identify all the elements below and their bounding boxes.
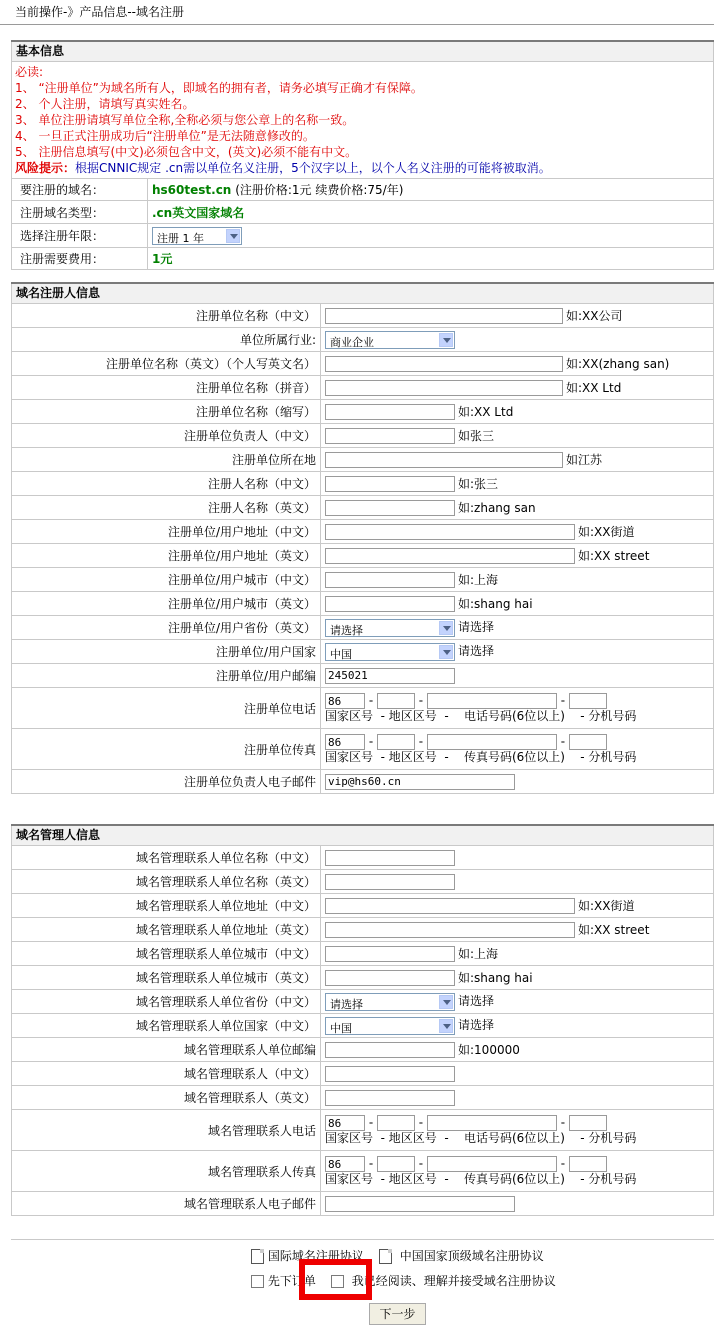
- field-input[interactable]: [325, 404, 455, 420]
- field-input[interactable]: [325, 452, 563, 468]
- area-code-input[interactable]: [377, 693, 415, 709]
- phone-format-hint: 国家区号 - 地区区号 - 电话号码(6位以上) - 分机号码: [325, 709, 637, 723]
- document-icon: [379, 1249, 392, 1264]
- field-label: 域名管理联系人电话: [12, 1110, 321, 1151]
- field-input[interactable]: [325, 1066, 455, 1082]
- field-hint: 如:shang hai: [458, 596, 533, 611]
- field-input[interactable]: [325, 1090, 455, 1106]
- field-hint: 请选择: [458, 1018, 495, 1033]
- document-icon: [251, 1249, 264, 1264]
- phone-format-hint: 国家区号 - 地区区号 - 传真号码(6位以上) - 分机号码: [325, 1172, 637, 1186]
- notice-line: 2、 个人注册，请填写真实姓名。: [15, 97, 195, 111]
- field-label: 域名管理联系人单位城市（中文）: [12, 942, 321, 966]
- pre-order-checkbox[interactable]: [251, 1275, 264, 1288]
- years-select[interactable]: 注册 1 年: [152, 227, 242, 245]
- form-row: [12, 328, 714, 352]
- chevron-down-icon: [439, 995, 453, 1009]
- pre-order-label: 先下订单: [267, 1274, 316, 1288]
- basic-info-header: 基本信息: [12, 41, 714, 62]
- notice-line: 4、 一旦正式注册成功后“注册单位”是无法随意修改的。: [15, 129, 315, 143]
- registrant-header: 域名注册人信息: [12, 283, 714, 304]
- domain-value: hs60test.cn: [152, 183, 232, 197]
- field-input[interactable]: [325, 428, 455, 444]
- form-row: [12, 568, 714, 592]
- field-hint: 请选择: [458, 994, 495, 1009]
- type-value: .cn英文国家域名: [152, 205, 245, 220]
- form-row: [12, 592, 714, 616]
- field-input[interactable]: [325, 922, 575, 938]
- breadcrumb: 当前操作-》产品信息--域名注册: [15, 5, 184, 19]
- notice-line: 必读:: [15, 65, 44, 79]
- extension-input[interactable]: [569, 1156, 607, 1172]
- phone-format-hint: 国家区号 - 地区区号 - 传真号码(6位以上) - 分机号码: [325, 750, 637, 764]
- field-input[interactable]: [325, 524, 575, 540]
- form-row: [12, 640, 714, 664]
- field-label: 注册单位名称（拼音）: [12, 376, 321, 400]
- form-row: [12, 942, 714, 966]
- form-row: [12, 472, 714, 496]
- domain-label: 要注册的域名：: [12, 179, 148, 201]
- field-input[interactable]: [325, 898, 575, 914]
- chevron-down-icon: [439, 1019, 453, 1033]
- form-row: [12, 424, 714, 448]
- field-label: 域名管理联系人电子邮件: [12, 1192, 321, 1216]
- field-label: 域名管理联系人单位名称（英文）: [12, 870, 321, 894]
- form-row: 域名管理联系人传真 86 - - - 国家区号 - 地区区号 - 传真号码(6位以上) - 分机号码: [12, 1151, 714, 1192]
- field-hint: 如:XX street: [578, 922, 650, 937]
- field-input[interactable]: [325, 356, 563, 372]
- form-row: [12, 1014, 714, 1038]
- field-label: 注册单位名称（缩写）: [12, 400, 321, 424]
- field-label: 注册单位传真: [12, 729, 321, 770]
- form-row: [12, 448, 714, 472]
- number-input[interactable]: [427, 693, 557, 709]
- area-code-input[interactable]: [377, 1115, 415, 1131]
- form-row: [12, 894, 714, 918]
- field-label: 注册人名称（英文）: [12, 496, 321, 520]
- field-input[interactable]: [325, 668, 455, 684]
- field-label: 注册单位所在地: [12, 448, 321, 472]
- field-input[interactable]: [325, 500, 455, 516]
- notice-block: [12, 62, 714, 179]
- field-label: 域名管理联系人（中文）: [12, 1062, 321, 1086]
- field-input[interactable]: [325, 874, 455, 890]
- field-hint: 如:XX公司: [566, 308, 623, 323]
- form-row: [12, 400, 714, 424]
- country-code-input[interactable]: [325, 1115, 365, 1131]
- field-select[interactable]: 中国: [325, 1017, 455, 1035]
- field-label: 域名管理联系人单位国家（中文）: [12, 1014, 321, 1038]
- field-input[interactable]: [325, 380, 563, 396]
- field-label: 注册单位/用户邮编: [12, 664, 321, 688]
- field-hint: 如:XX街道: [578, 898, 635, 913]
- field-input[interactable]: [325, 308, 563, 324]
- basic-info-section: [11, 40, 714, 270]
- fee-value: 1元: [152, 252, 173, 266]
- field-select[interactable]: 商业企业: [325, 331, 455, 349]
- field-hint: 如:XX Ltd: [566, 380, 622, 395]
- form-row: [12, 966, 714, 990]
- field-label: 单位所属行业:: [12, 328, 321, 352]
- field-select[interactable]: 请选择: [325, 993, 455, 1011]
- field-label: 注册单位电话: [12, 688, 321, 729]
- chevron-down-icon: [226, 229, 240, 243]
- notice-line: 3、 单位注册请填写单位全称,全称必须与您公章上的名称一致。: [15, 113, 355, 127]
- field-hint: 如:XX Ltd: [458, 404, 514, 419]
- form-row: [12, 664, 714, 688]
- form-row: [12, 544, 714, 568]
- field-input[interactable]: [325, 476, 455, 492]
- admin-header: 域名管理人信息: [12, 825, 714, 846]
- field-hint: 如:XX街道: [578, 524, 635, 539]
- field-label: 注册单位负责人电子邮件: [12, 770, 321, 794]
- field-input[interactable]: [325, 946, 455, 962]
- form-row: [12, 918, 714, 942]
- fee-label: 注册需要费用：: [12, 248, 148, 270]
- risk-line: [15, 160, 710, 176]
- form-row: [12, 616, 714, 640]
- field-label: 注册单位/用户地址（英文）: [12, 544, 321, 568]
- form-row: [12, 496, 714, 520]
- extension-input[interactable]: [569, 693, 607, 709]
- field-hint: 如:上海: [458, 946, 499, 961]
- field-label: 注册单位名称（中文）: [12, 304, 321, 328]
- field-hint: 如:张三: [458, 476, 499, 491]
- field-label: 域名管理联系人传真: [12, 1151, 321, 1192]
- intl-agreement-link[interactable]: 国际域名注册协议: [267, 1249, 364, 1263]
- field-hint: 如张三: [458, 428, 495, 443]
- field-hint: 如:XX(zhang san): [566, 356, 670, 371]
- field-input[interactable]: [325, 548, 575, 564]
- form-row: [12, 1062, 714, 1086]
- domain-price: (注册价格:1元 续费价格:75/年): [235, 183, 404, 197]
- form-row: 域名管理联系人电话 86 - - - 国家区号 - 地区区号 - 电话号码(6位以上) - 分机号码: [12, 1110, 714, 1151]
- field-label: 域名管理联系人（英文）: [12, 1086, 321, 1110]
- area-code-input[interactable]: [377, 734, 415, 750]
- breadcrumb-bar: [0, 0, 714, 25]
- form-row: [12, 770, 714, 794]
- years-label: 选择注册年限：: [12, 224, 148, 248]
- form-row: [12, 1086, 714, 1110]
- country-code-input[interactable]: [325, 734, 365, 750]
- type-label: 注册域名类型：: [12, 201, 148, 224]
- field-label: 域名管理联系人单位名称（中文）: [12, 846, 321, 870]
- chevron-down-icon: [439, 621, 453, 635]
- field-label: 域名管理联系人单位邮编: [12, 1038, 321, 1062]
- form-row: [12, 1038, 714, 1062]
- field-label: 注册单位负责人（中文）: [12, 424, 321, 448]
- registrant-section: [11, 282, 714, 794]
- agree-label: 我已经阅读、理解并接受域名注册协议: [351, 1274, 556, 1288]
- form-row: [12, 352, 714, 376]
- field-label: 注册单位/用户城市（中文）: [12, 568, 321, 592]
- field-input[interactable]: [325, 572, 455, 588]
- area-code-input[interactable]: [377, 1156, 415, 1172]
- field-input[interactable]: [325, 1196, 515, 1212]
- field-select[interactable]: 中国: [325, 643, 455, 661]
- extension-input[interactable]: [569, 734, 607, 750]
- field-hint: 如:上海: [458, 572, 499, 587]
- form-row: 注册单位传真 86 - - - 国家区号 - 地区区号 - 传真号码(6位以上) - 分机号码: [12, 729, 714, 770]
- field-label: 注册单位名称（英文）（个人写英文名）: [12, 352, 321, 376]
- field-hint: 请选择: [458, 620, 495, 635]
- country-code-input[interactable]: [325, 693, 365, 709]
- admin-section: [11, 824, 714, 1216]
- form-row: [12, 990, 714, 1014]
- field-label: 域名管理联系人单位城市（英文）: [12, 966, 321, 990]
- form-row: [12, 376, 714, 400]
- field-hint: 如:shang hai: [458, 970, 533, 985]
- notice-line: 1、 “注册单位”为域名所有人，即域名的拥有者，请务必填写正确才有保障。: [15, 81, 423, 95]
- form-row: [12, 1192, 714, 1216]
- chevron-down-icon: [439, 645, 453, 659]
- form-row: [12, 846, 714, 870]
- form-row: 注册单位电话 86 - - - 国家区号 - 地区区号 - 电话号码(6位以上) - 分机号码: [12, 688, 714, 729]
- field-hint: 如:zhang san: [458, 500, 536, 515]
- field-label: 域名管理联系人单位省份（中文）: [12, 990, 321, 1014]
- extension-input[interactable]: [569, 1115, 607, 1131]
- next-button[interactable]: 下一步: [369, 1303, 426, 1325]
- field-label: 注册单位/用户城市（英文）: [12, 592, 321, 616]
- field-select[interactable]: 请选择: [325, 619, 455, 637]
- field-input[interactable]: [325, 970, 455, 986]
- field-label: 注册人名称（中文）: [12, 472, 321, 496]
- risk-text: 根据CNNIC规定 .cn需以单位名义注册，5个汉字以上，以个人名义注册的可能将被取消。: [75, 161, 551, 175]
- field-hint: 如:XX street: [578, 548, 650, 563]
- field-label: 域名管理联系人单位地址（英文）: [12, 918, 321, 942]
- field-label: 域名管理联系人单位地址（中文）: [12, 894, 321, 918]
- phone-format-hint: 国家区号 - 地区区号 - 电话号码(6位以上) - 分机号码: [325, 1131, 637, 1145]
- country-code-input[interactable]: [325, 1156, 365, 1172]
- field-label: 注册单位/用户省份（英文）: [12, 616, 321, 640]
- field-input[interactable]: [325, 850, 455, 866]
- field-input[interactable]: [325, 1042, 455, 1058]
- number-input[interactable]: [427, 1115, 557, 1131]
- number-input[interactable]: [427, 734, 557, 750]
- notice-line: 5、 注册信息填写(中文)必须包含中文，(英文)必须不能有中文。: [15, 145, 358, 159]
- cn-agreement-link[interactable]: 中国国家顶级域名注册协议: [399, 1249, 544, 1263]
- chevron-down-icon: [439, 333, 453, 347]
- form-row: [12, 870, 714, 894]
- highlight-box: [299, 1259, 372, 1300]
- field-hint: 如:100000: [458, 1042, 520, 1057]
- form-row: [12, 520, 714, 544]
- risk-label: 风险提示：: [15, 161, 76, 175]
- number-input[interactable]: [427, 1156, 557, 1172]
- field-input[interactable]: [325, 774, 515, 790]
- field-label: 注册单位/用户地址（中文）: [12, 520, 321, 544]
- field-input[interactable]: [325, 596, 455, 612]
- field-label: 注册单位/用户国家: [12, 640, 321, 664]
- field-hint: 请选择: [458, 644, 495, 659]
- form-row: [12, 304, 714, 328]
- field-hint: 如江苏: [566, 452, 603, 467]
